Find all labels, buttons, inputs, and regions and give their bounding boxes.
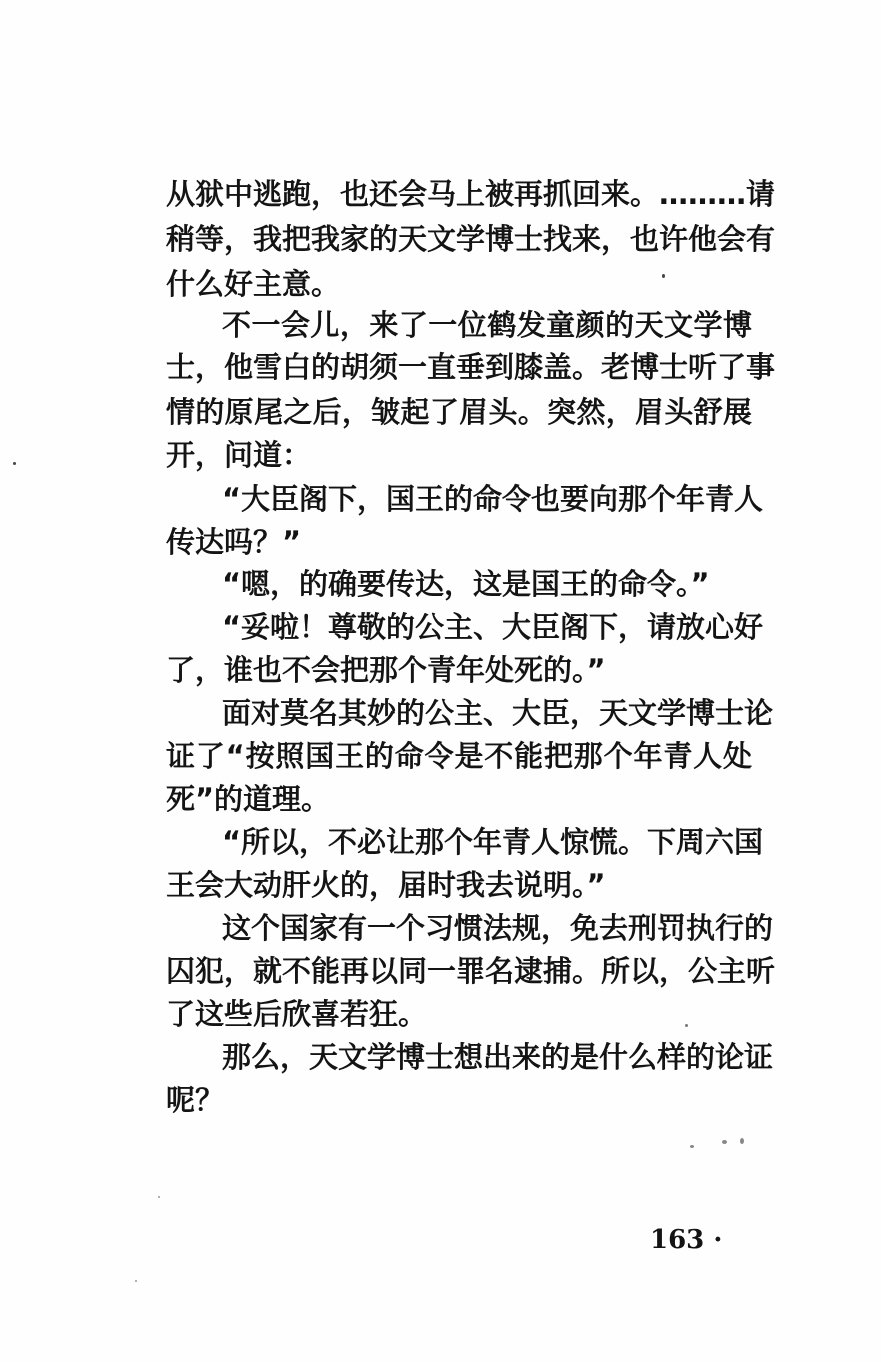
text-line-14: 证了“按照国王的命令是不能把那个年青人处 (166, 739, 752, 773)
text-line-11: “妥啦！尊敬的公主、大臣阁下，请放心好 (222, 610, 764, 644)
text-line-15: 死”的道理。 (166, 782, 331, 816)
scan-speck (740, 1138, 744, 1144)
text-line-19: 囚犯，就不能再以同一罪名逮捕。所以，公主听 (166, 954, 776, 988)
text-line-6: 情的原尾之后，皱起了眉头。突然，眉头舒展 (166, 395, 752, 429)
text-line-21: 那么，天文学博士想出来的是什么样的论证 (222, 1040, 774, 1074)
text-line-3: 什么好主意。 (166, 267, 341, 301)
scan-speck (158, 1196, 160, 1198)
text-line-9: 传达吗？” (166, 525, 302, 559)
scan-speck (690, 1145, 694, 1148)
text-line-2: 稍等，我把我家的天文学博士找来，也许他会有 (166, 222, 776, 256)
text-line-16: “所以，不必让那个年青人惊慌。下周六国 (222, 825, 764, 859)
text-line-4: 不一会儿，来了一位鹤发童颜的天文学博 (222, 308, 752, 342)
scan-speck (662, 274, 665, 278)
text-line-22: 呢？ (166, 1083, 225, 1117)
text-line-7: 开，问道： (166, 438, 312, 472)
scan-speck (685, 1024, 688, 1027)
text-line-12: 了，谁也不会把那个青年处死的。” (166, 653, 606, 687)
text-line-5: 士，他雪白的胡须一直垂到膝盖。老博士听了事 (166, 350, 776, 384)
text-line-20: 了这些后欣喜若狂。 (166, 997, 428, 1031)
text-line-8: “大臣阁下，国王的命令也要向那个年青人 (222, 482, 764, 516)
text-line-17: 王会大动肝火的，届时我去说明。” (166, 868, 606, 902)
scan-speck (135, 1280, 137, 1282)
text-line-13: 面对莫名其妙的公主、大臣，天文学博士论 (222, 696, 774, 730)
text-line-1: 从狱中逃跑，也还会马上被再抓回来。………请 (166, 177, 776, 211)
page-number: 163 · (650, 1225, 723, 1255)
text-line-18: 这个国家有一个习惯法规，免去刑罚执行的 (222, 911, 774, 945)
scan-speck (722, 1140, 727, 1144)
scan-speck (13, 462, 16, 465)
text-line-10: “嗯，的确要传达，这是国王的命令。” (222, 567, 710, 601)
